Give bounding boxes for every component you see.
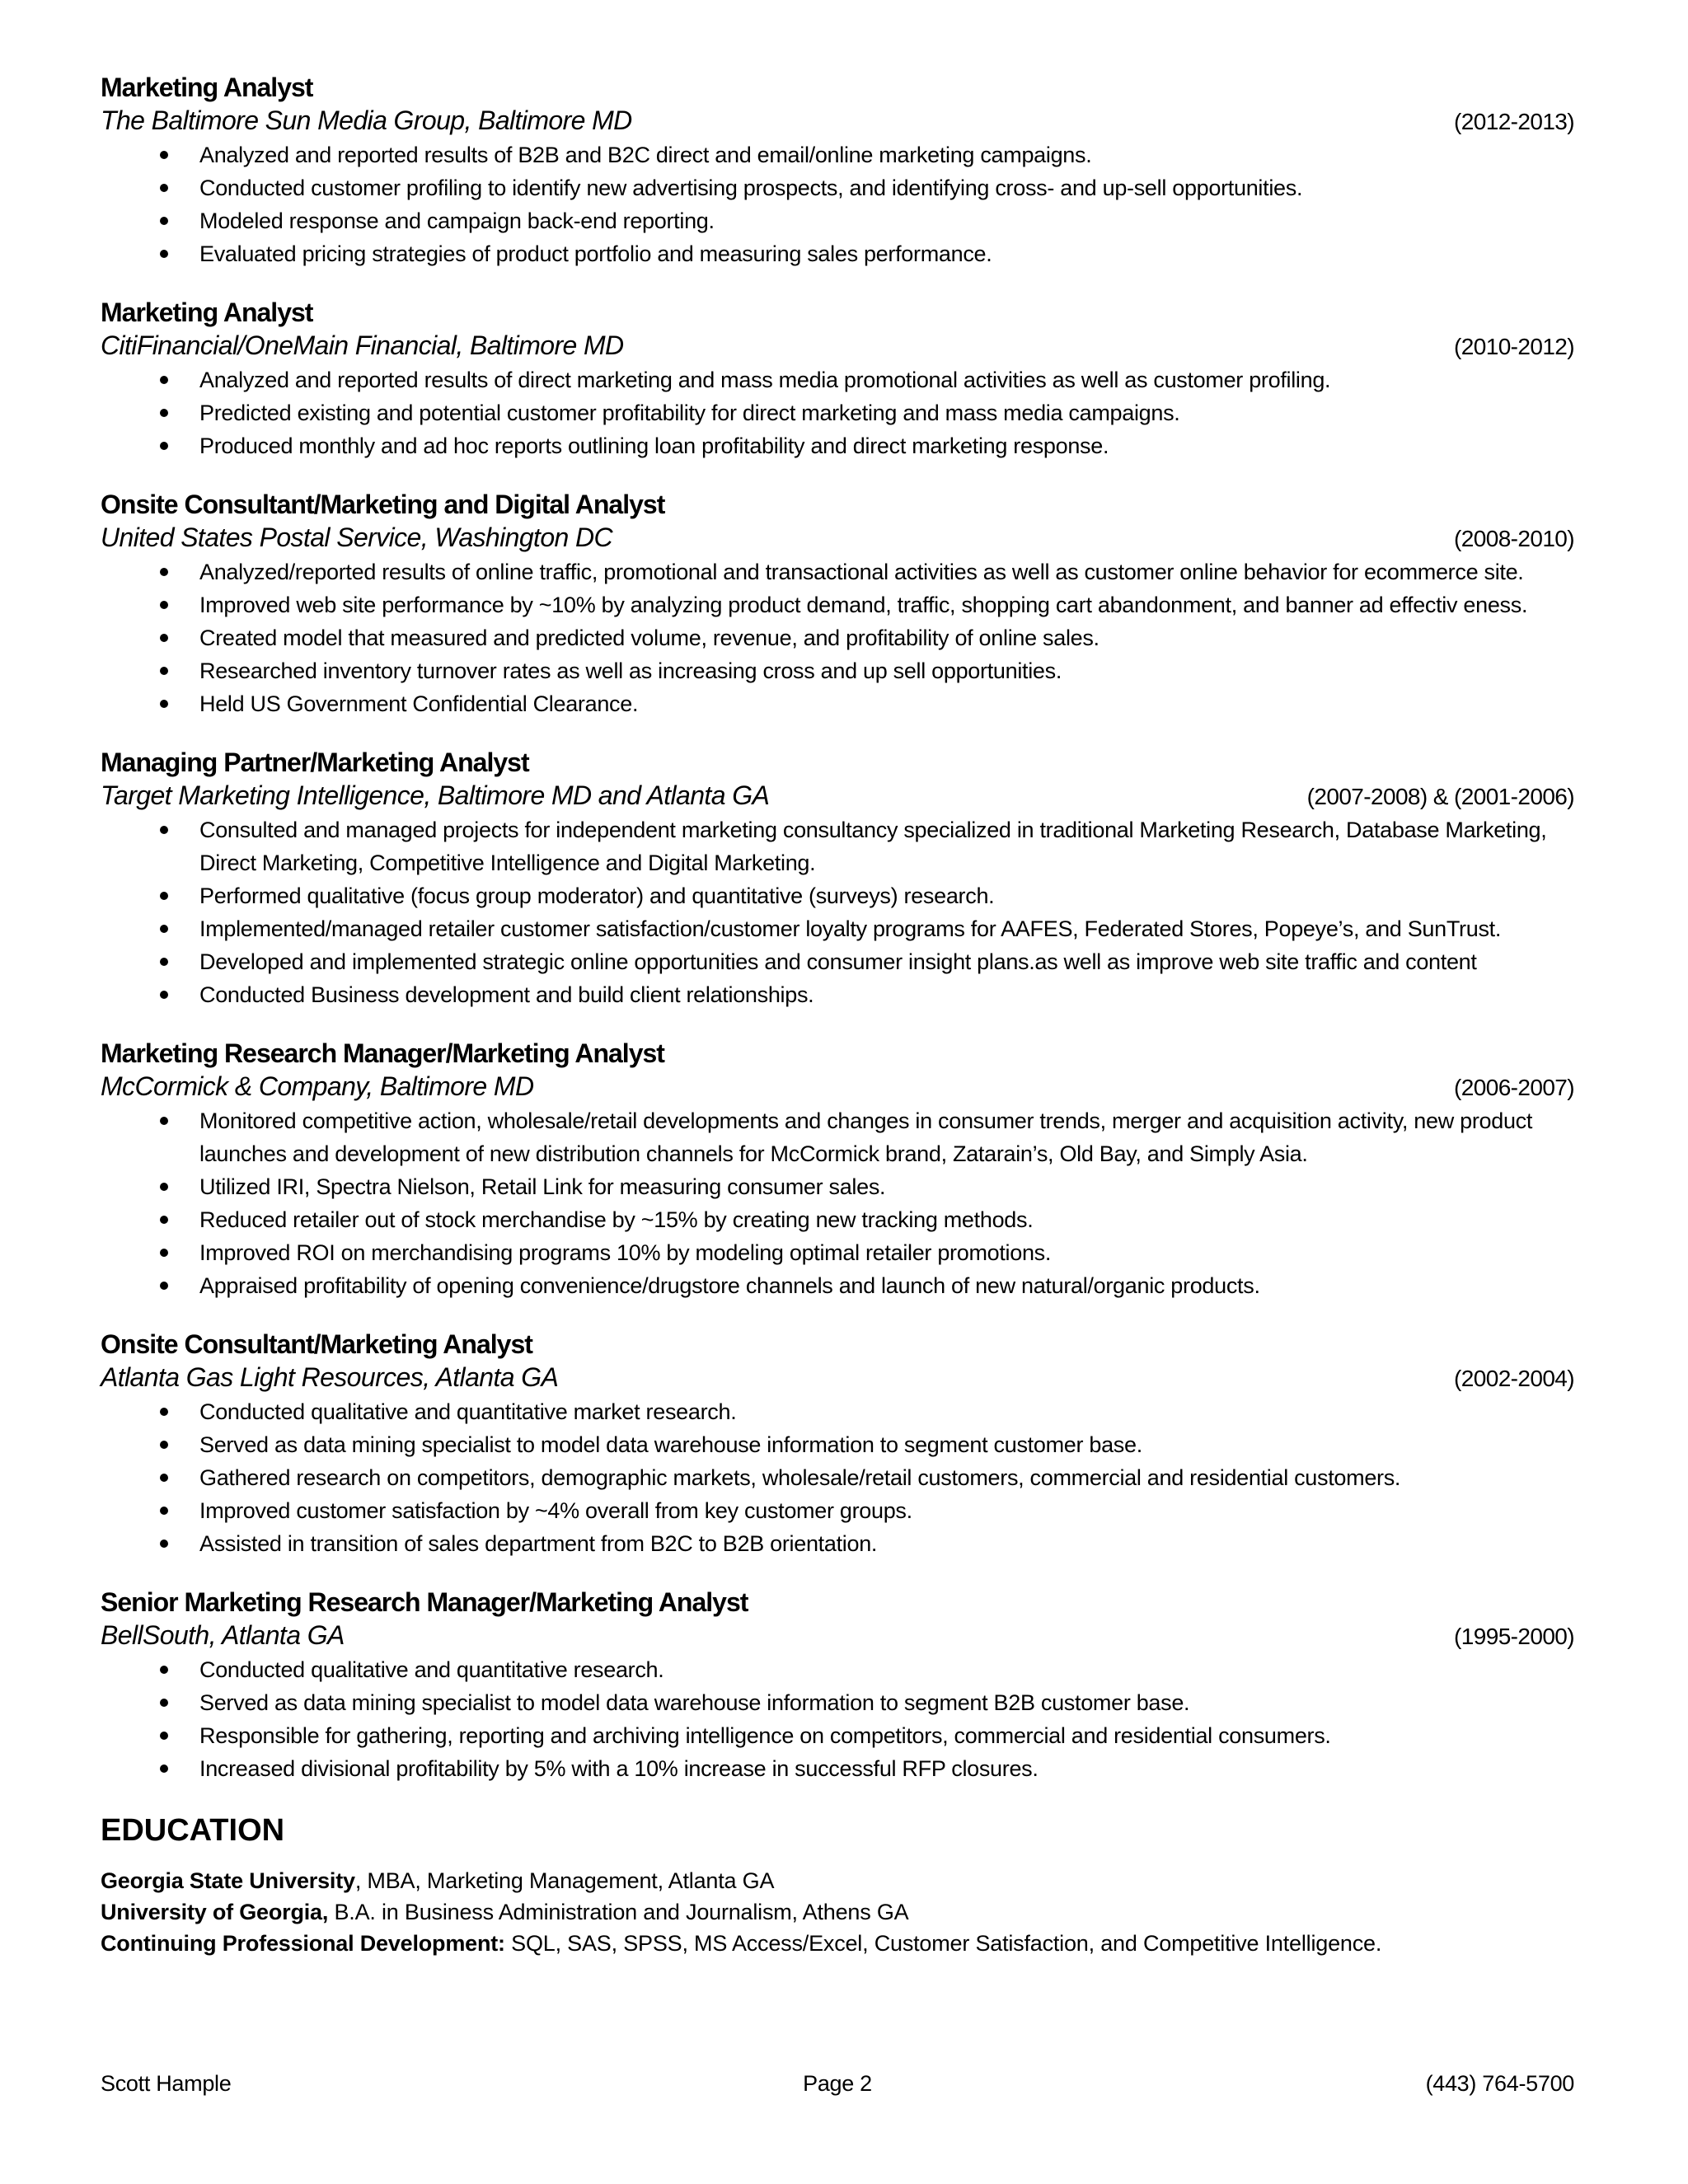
job-title: Onsite Consultant/Marketing Analyst <box>101 1329 532 1359</box>
education-heading: EDUCATION <box>101 1813 285 1848</box>
job-entry <box>101 296 1574 462</box>
education-entry <box>101 1896 1574 1928</box>
job-bullet: Assisted in transition of sales department from B2C to B2B orientation. <box>101 1527 1574 1560</box>
education-entry <box>101 1865 1574 1896</box>
job-org-row <box>101 779 1574 813</box>
job-bullet: Evaluated pricing strategies of product portfolio and measuring sales performance. <box>101 237 1574 270</box>
job-entry <box>101 1037 1574 1302</box>
job-org-row <box>101 1619 1574 1653</box>
job-bullet: Conducted customer profiling to identify new advertising prospects, and identifying cross- and up-sell opportunities. <box>101 171 1574 204</box>
job-bullet-list <box>101 138 1574 270</box>
resume-page-2 <box>101 71 1574 1959</box>
job-bullet: Analyzed and reported results of direct marketing and mass media promotional activities as well as customer profiling. <box>101 363 1574 396</box>
job-bullet: Served as data mining specialist to model data warehouse information to segment B2B customer base. <box>101 1686 1574 1719</box>
job-bullet-list <box>101 1653 1574 1785</box>
job-bullet: Created model that measured and predicted volume, revenue, and profitability of online sales. <box>101 621 1574 654</box>
job-bullet: Improved customer satisfaction by ~4% overall from key customer groups. <box>101 1494 1574 1527</box>
job-bullet-list <box>101 1104 1574 1302</box>
job-organization: Atlanta Gas Light Resources, Atlanta GA <box>101 1362 559 1392</box>
footer-name: Scott Hample <box>101 2071 232 2096</box>
education-entry <box>101 1928 1574 1959</box>
job-bullet: Utilized IRI, Spectra Nielson, Retail Link for measuring consumer sales. <box>101 1170 1574 1203</box>
job-bullet: Increased divisional profitability by 5% with a 10% increase in successful RFP closures. <box>101 1752 1574 1785</box>
job-dates: (2010-2012) <box>1454 334 1574 359</box>
job-organization: The Baltimore Sun Media Group, Baltimore MD <box>101 105 632 135</box>
job-bullet: Held US Government Confidential Clearance. <box>101 687 1574 720</box>
job-organization: BellSouth, Atlanta GA <box>101 1620 345 1650</box>
job-organization: CitiFinancial/OneMain Financial, Baltimore MD <box>101 330 624 360</box>
job-title: Onsite Consultant/Marketing and Digital Analyst <box>101 490 665 519</box>
education-institution: Georgia State University <box>101 1868 355 1893</box>
job-bullet: Improved web site performance by ~10% by analyzing product demand, traffic, shopping cart abandonment, and banner ad effectiv eness. <box>101 588 1574 621</box>
job-bullet: Responsible for gathering, reporting and archiving intelligence on competitors, commercial and residential consumers. <box>101 1719 1574 1752</box>
job-bullet: Reduced retailer out of stock merchandise by ~15% by creating new tracking methods. <box>101 1203 1574 1236</box>
job-dates: (2012-2013) <box>1454 109 1574 134</box>
experience-section <box>101 71 1574 1785</box>
job-org-row <box>101 521 1574 555</box>
job-bullet: Analyzed and reported results of B2B and B2C direct and email/online marketing campaigns. <box>101 138 1574 171</box>
job-title: Marketing Research Manager/Marketing Analyst <box>101 1038 664 1068</box>
job-bullet: Conducted Business development and build client relationships. <box>101 978 1574 1011</box>
job-bullet-list <box>101 813 1574 1011</box>
job-bullet: Conducted qualitative and quantitative market research. <box>101 1395 1574 1428</box>
education-entries <box>101 1865 1574 1959</box>
job-bullet: Appraised profitability of opening convenience/drugstore channels and launch of new natural/organic products. <box>101 1269 1574 1302</box>
job-bullet: Served as data mining specialist to model data warehouse information to segment customer base. <box>101 1428 1574 1461</box>
job-organization: Target Marketing Intelligence, Baltimore MD and Atlanta GA <box>101 780 770 810</box>
job-bullet: Researched inventory turnover rates as well as increasing cross and up sell opportunities. <box>101 654 1574 687</box>
job-entry <box>101 1586 1574 1785</box>
job-bullet: Conducted qualitative and quantitative research. <box>101 1653 1574 1686</box>
job-bullet: Produced monthly and ad hoc reports outlining loan profitability and direct marketing response. <box>101 429 1574 462</box>
job-org-row <box>101 1070 1574 1104</box>
job-bullet: Analyzed/reported results of online traffic, promotional and transactional activities as well as customer online behavior for ecommerce site. <box>101 555 1574 588</box>
job-org-row <box>101 104 1574 138</box>
job-dates: (1995-2000) <box>1454 1624 1574 1649</box>
footer-phone: (443) 764-5700 <box>1425 2071 1574 2096</box>
job-bullet: Implemented/managed retailer customer satisfaction/customer loyalty programs for AAFES, Federated Stores, Popeye’s, and SunTrust. <box>101 912 1574 945</box>
education-institution: University of Georgia, <box>101 1900 329 1924</box>
job-bullet-list <box>101 1395 1574 1560</box>
job-entry <box>101 746 1574 1011</box>
job-entry <box>101 1328 1574 1560</box>
education-section <box>101 1811 1574 1959</box>
job-entry <box>101 488 1574 720</box>
job-title: Marketing Analyst <box>101 73 313 102</box>
education-detail: SQL, SAS, SPSS, MS Access/Excel, Customer Satisfaction, and Competitive Intelligence. <box>504 1931 1382 1956</box>
page-footer <box>101 2069 1574 2098</box>
job-entry <box>101 71 1574 270</box>
job-bullet: Consulted and managed projects for independent marketing consultancy specialized in traditional Marketing Research, Database Marketing, Direct Marketing, Competitive Intelligence and Digital Marketing. <box>101 813 1574 879</box>
job-bullet-list <box>101 555 1574 720</box>
education-detail: , MBA, Marketing Management, Atlanta GA <box>354 1868 775 1893</box>
job-title: Senior Marketing Research Manager/Marketing Analyst <box>101 1587 748 1617</box>
education-institution: Continuing Professional Development: <box>101 1931 505 1956</box>
job-dates: (2006-2007) <box>1454 1075 1574 1100</box>
footer-page-number: Page 2 <box>803 2071 872 2096</box>
job-organization: United States Postal Service, Washington DC <box>101 523 613 552</box>
job-org-row <box>101 1361 1574 1395</box>
job-bullet: Performed qualitative (focus group moderator) and quantitative (surveys) research. <box>101 879 1574 912</box>
job-bullet: Predicted existing and potential customer profitability for direct marketing and mass media campaigns. <box>101 396 1574 429</box>
job-title: Marketing Analyst <box>101 298 313 327</box>
job-dates: (2007-2008) & (2001-2006) <box>1306 784 1574 809</box>
job-bullet: Developed and implemented strategic online opportunities and consumer insight plans.as well as improve web site traffic and content <box>101 945 1574 978</box>
job-bullet-list <box>101 363 1574 462</box>
job-dates: (2008-2010) <box>1454 526 1574 551</box>
job-dates: (2002-2004) <box>1454 1366 1574 1391</box>
job-bullet: Modeled response and campaign back-end reporting. <box>101 204 1574 237</box>
job-org-row <box>101 329 1574 363</box>
job-title: Managing Partner/Marketing Analyst <box>101 748 529 777</box>
education-detail: B.A. in Business Administration and Journalism, Athens GA <box>328 1900 909 1924</box>
job-bullet: Improved ROI on merchandising programs 10% by modeling optimal retailer promotions. <box>101 1236 1574 1269</box>
job-organization: McCormick & Company, Baltimore MD <box>101 1071 534 1101</box>
job-bullet: Gathered research on competitors, demographic markets, wholesale/retail customers, commercial and residential customers. <box>101 1461 1574 1494</box>
job-bullet: Monitored competitive action, wholesale/retail developments and changes in consumer trends, merger and acquisition activity, new product launches and development of new distribution channels for McCormick brand, Zatarain’s, Old Bay, and Simply Asia. <box>101 1104 1574 1170</box>
